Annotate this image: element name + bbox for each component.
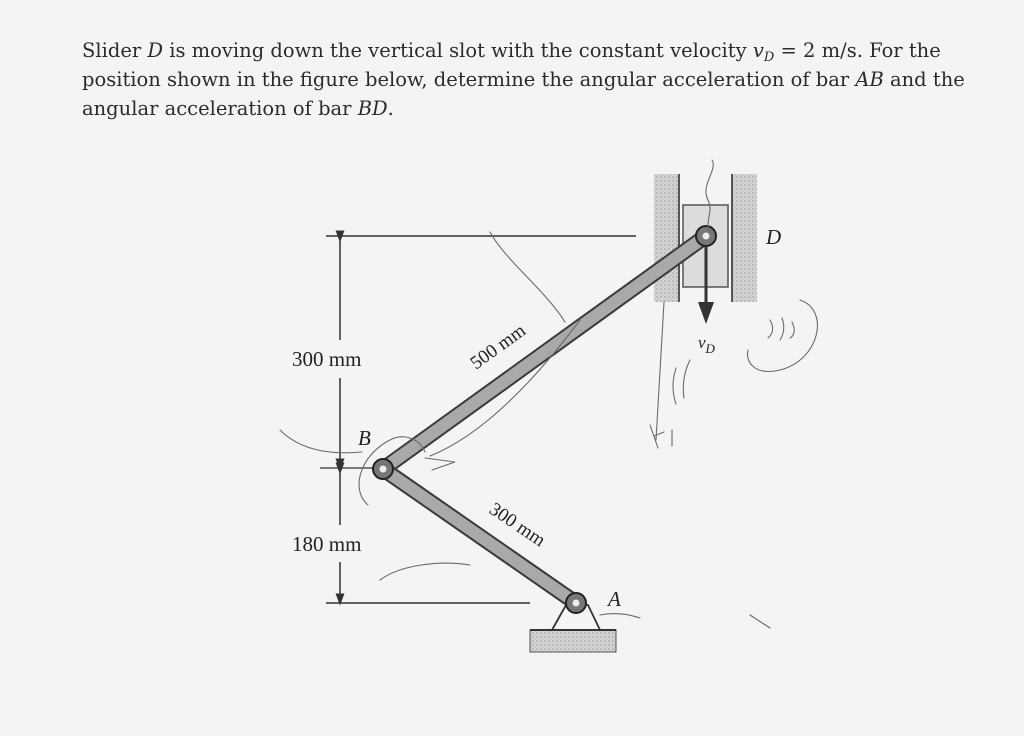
bar-bd-symbol: BD: [357, 97, 388, 120]
velocity-label-subscript: D: [705, 341, 715, 356]
problem-text-1: Slider: [82, 39, 148, 62]
slot-wall-right: [732, 174, 757, 302]
point-label-d: D: [766, 225, 782, 249]
problem-text-3: = 2 m/s. For the position shown in the figure below, determine the angular acceleration of bar: [82, 39, 941, 91]
pin-b-center: [380, 466, 387, 473]
velocity-subscript: D: [763, 50, 775, 65]
problem-text-4: and the angular acceleration of bar: [82, 68, 965, 120]
velocity-symbol: v: [752, 39, 764, 62]
pencil-mark-a: [600, 614, 640, 618]
point-label-a: A: [608, 587, 621, 611]
pencil-arrow-b: [425, 458, 455, 470]
slot-wall-left: [654, 174, 679, 302]
point-label-b: B: [358, 426, 371, 450]
pencil-tick-mark: [650, 425, 672, 448]
pencil-scribble-vert: [673, 360, 690, 404]
pin-a-center: [573, 600, 580, 607]
velocity-arrowhead: [698, 302, 714, 324]
pencil-curve-b: [280, 430, 362, 453]
pencil-curve-bottom-right: [750, 615, 770, 628]
bar-bd-length-label: 500 mm: [466, 320, 530, 375]
velocity-label: [698, 333, 716, 356]
pencil-line-slot: [656, 302, 664, 440]
pencil-scribble-right: [768, 318, 794, 340]
bar-ab-length-label: 300 mm: [485, 498, 550, 552]
problem-text-5: .: [387, 97, 394, 120]
bar-ab-symbol: AB: [855, 68, 884, 91]
pencil-curve-top: [490, 232, 565, 322]
problem-text-2: is moving down the vertical slot with the constant velocity: [163, 39, 753, 62]
pin-d-center: [703, 233, 710, 240]
dimension-upper-label: 300 mm: [292, 347, 362, 371]
velocity-label-v: v: [698, 333, 706, 352]
pencil-curve-lower: [380, 563, 470, 580]
dimension-lower-label: 180 mm: [292, 532, 362, 556]
ground-a: [530, 630, 616, 652]
slider-symbol: D: [147, 39, 164, 62]
